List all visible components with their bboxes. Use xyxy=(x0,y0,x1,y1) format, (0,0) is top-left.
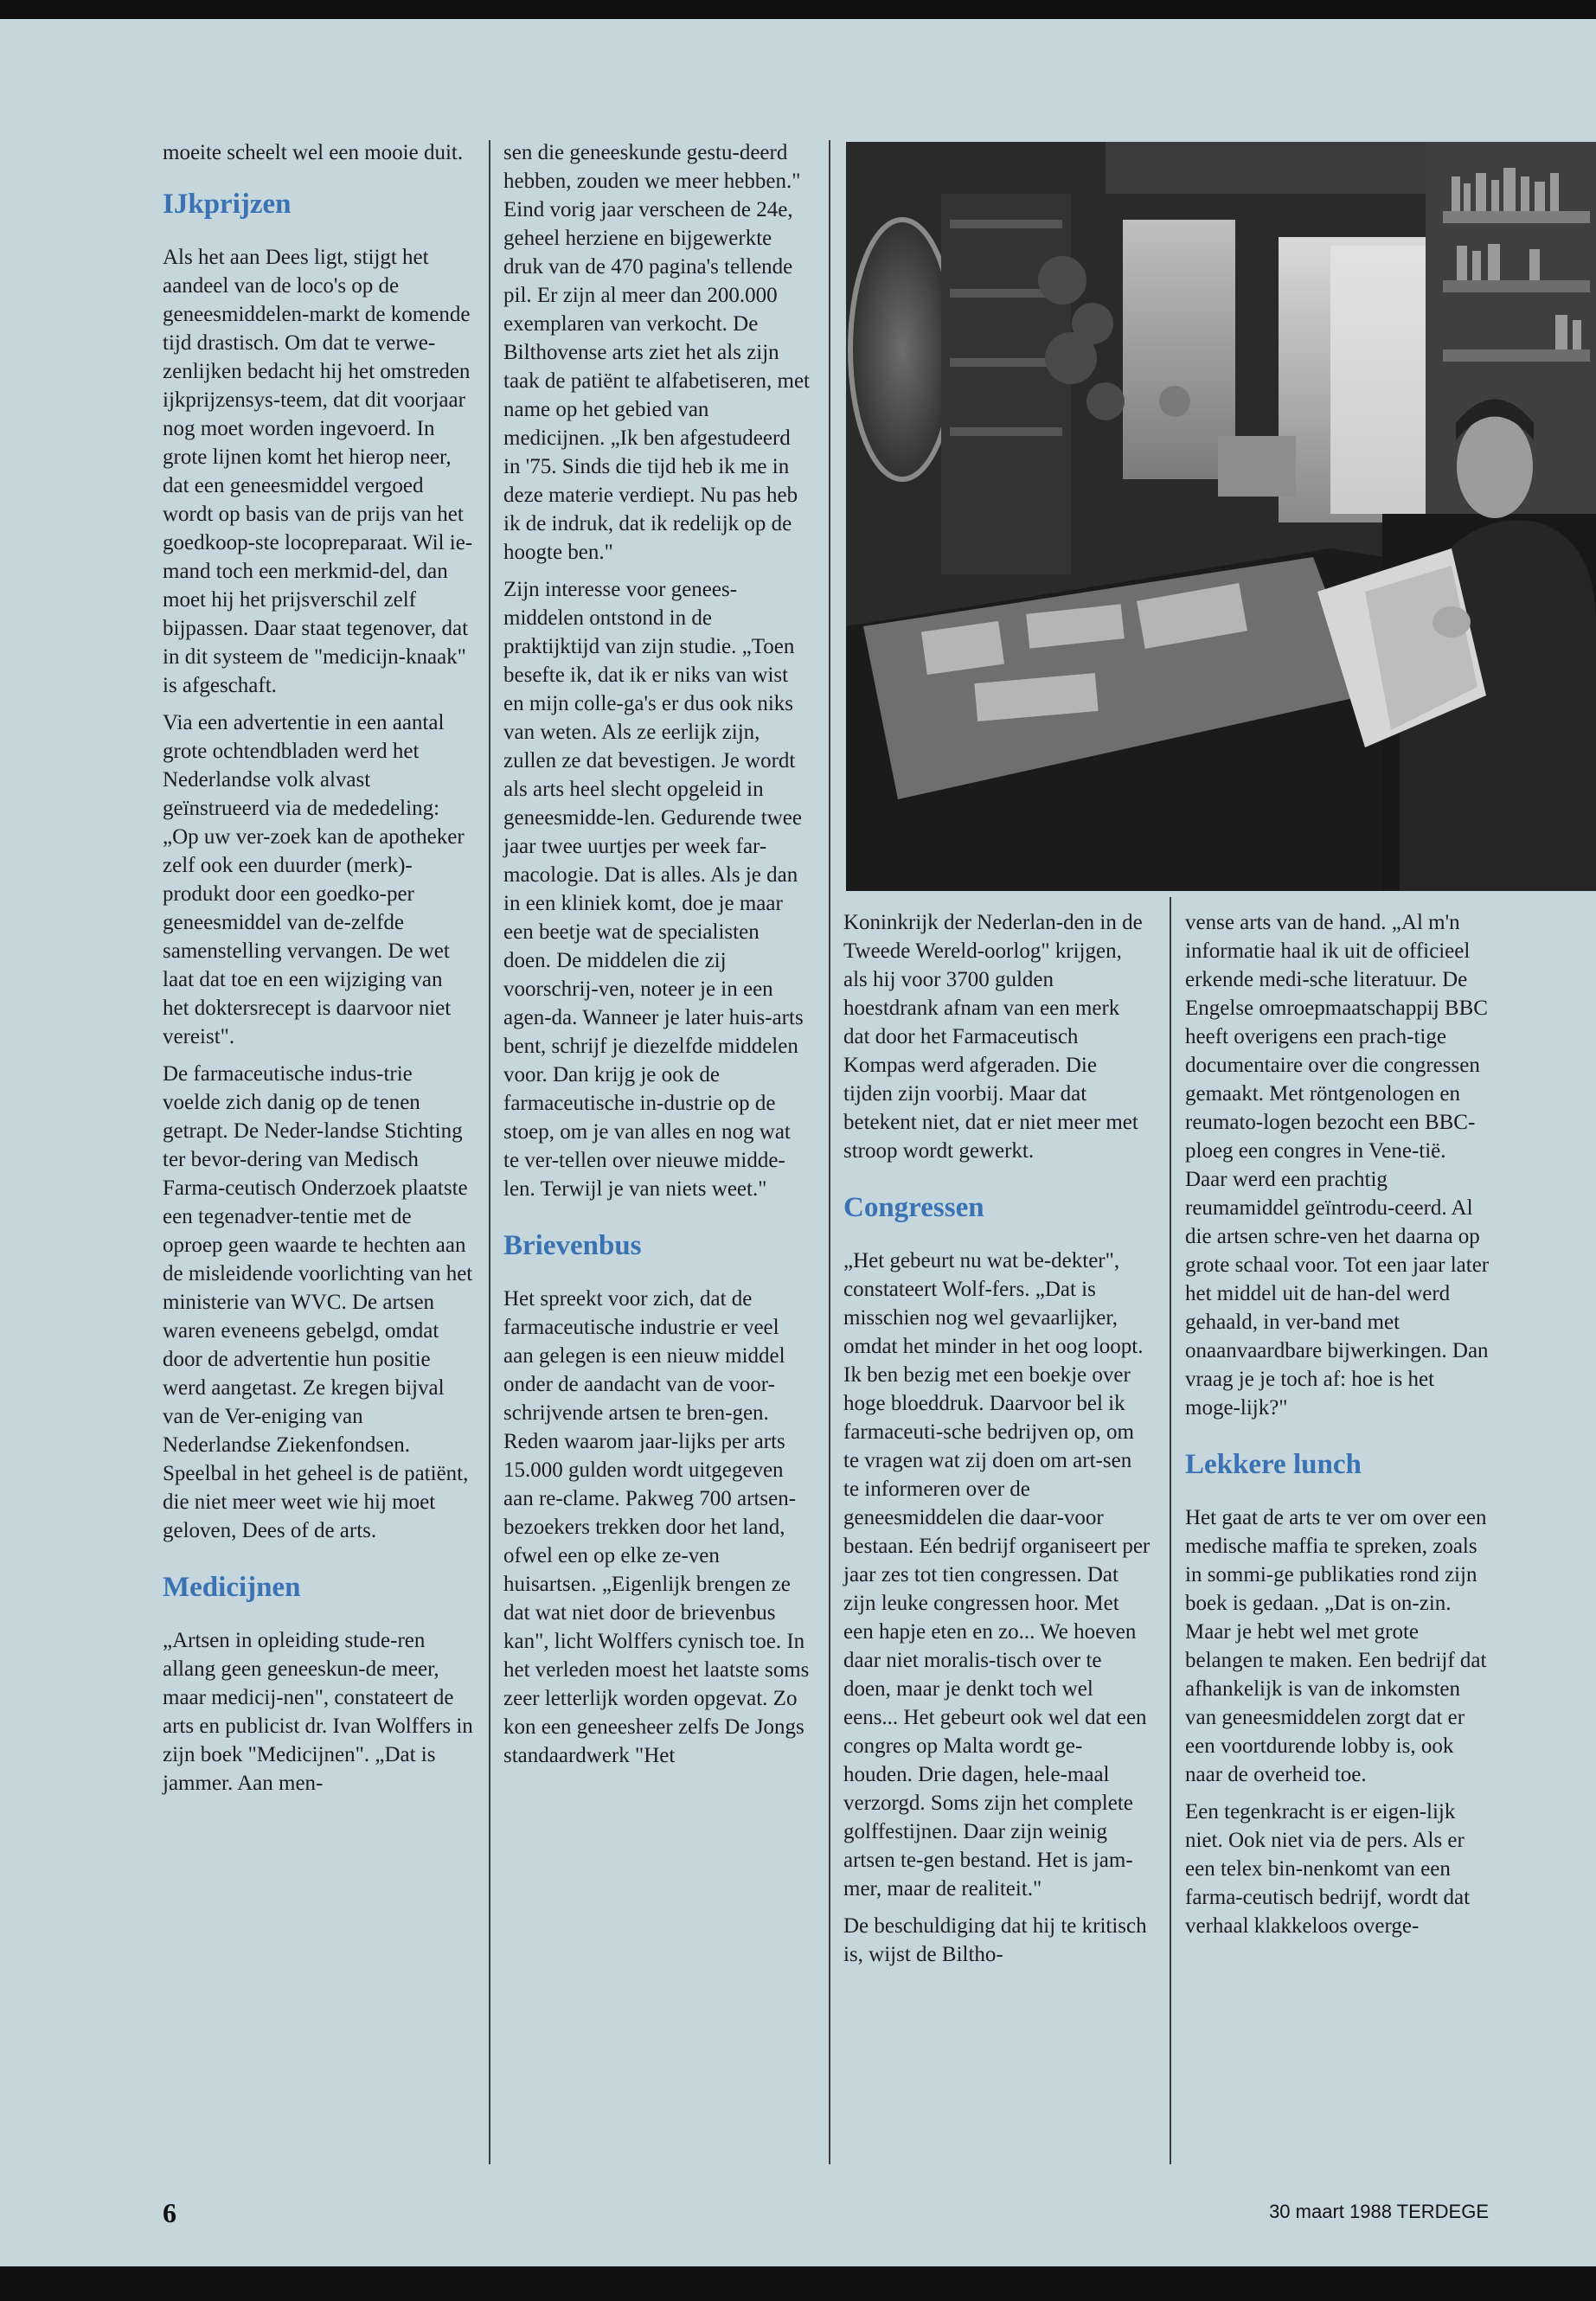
subheading-ijkprijzen: IJkprijzen xyxy=(163,189,292,220)
paragraph: „Artsen in opleiding stude-ren allang geen geneeskun-de meer, maar medicij-nen", constateert de arts en publicist dr. Ivan Wolffers in zijn boek "Medicijnen". „Dat is jammer. Aan men- xyxy=(163,1629,473,1795)
paragraph: Een tegenkracht is er eigen-lijk niet. Ook niet via de pers. Als er een telex bin-nenkomt van een farma-ceutisch bedrijf, wordt dat verhaal klakkeloos overge- xyxy=(1185,1800,1471,1938)
paragraph: De beschuldiging dat hij te kritisch is, wijst de Biltho- xyxy=(843,1914,1147,1966)
subheading-brievenbus: Brievenbus xyxy=(503,1230,642,1261)
paragraph: Eind vorig jaar verscheen de 24e, geheel herziene en bijgewerkte druk van de 470 pagina's tellende pil. Er zijn al meer dan 200.000 exemplaren van verkocht. De Bilthovense arts ziet het als zijn taak de patiënt te alfabetiseren, met name op het gebied van medicijnen. „Ik ben afgestudeerd in '75. Sinds die tijd heb ik me in deze materie verdiept. Nu pas heb ik de indruk, dat ik redelijk op de hoogte ben." xyxy=(503,198,810,564)
paragraph: vense arts van de hand. „Al m'n informatie haal ik uit de officieel erkende medi-sche literatuur. De Engelse omroepmaatschappij BBC heeft overigens een prach-tige documentaire over die congressen gemaakt. Met röntgenologen en reumato-logen bezocht een BBC-ploeg een congres in Vene-tië. Daar werd een prachtig reumamiddel geïntrodu-ceerd. Al die artsen schre-ven het daarna op grote schaal voor. Tot een jaar later het middel uit de han-del werd gehaald, in ver-band met onaanvaardbare bijwerkingen. Dan vraag je je toch af: hoe is het moge-lijk?" xyxy=(1185,911,1490,1420)
column-1 xyxy=(163,138,474,1806)
paragraph: Het gaat de arts te ver om over een medische maffia te spreken, zoals in sommi-ge publikaties rond zijn boek is gedaan. „Dat is on-zin. Maar je hebt wel met grote belangen te maken. Een bedrijf dat afhankelijk is van de inkomsten van geneesmiddelen zorgt dat er een voortdurende lobby is, ook naar de overheid toe. xyxy=(1185,1506,1487,1786)
subheading-medicijnen: Medicijnen xyxy=(163,1572,301,1603)
paragraph: Als het aan Dees ligt, stijgt het aandeel van de loco's op de geneesmiddelen-markt de komende tijd drastisch. Om dat te verwe-zenlijken bedacht hij het omstreden ijkprijzensys-teem, dat dit voorjaar nog moet worden ingevoerd. In grote lijnen komt het hierop neer, dat een geneesmiddel vergoed wordt op basis van de prijs van het goedkoop-ste locopreparaat. Wil ie-mand toch een merkmid-del, dan moet hij het prijsverschil zelf bijpassen. Daar staat tegenover, dat in dit systeem de "medicijn-knaak" is afgeschaft. xyxy=(163,246,473,697)
article-photo xyxy=(846,142,1596,891)
paragraph: Koninkrijk der Nederlan-den in de Tweede Wereld-oorlog" krijgen, als hij voor 3700 gulden hoestdrank afnam van een merk dat door het Farmaceutisch Kompas werd afgeraden. Die tijden zijn voorbij. Maar dat betekent niet, dat er niet meer met stroop wordt gewerkt. xyxy=(843,911,1143,1163)
paragraph: Zijn interesse voor genees-middelen ontstond in de praktijktijd van zijn studie. „Toen besefte ik, dat ik er niks van wist en mijn colle-ga's er dus ook niks van weten. Als ze eerlijk zijn, zullen ze dat bevestigen. Je wordt als arts heel slecht opgeleid in geneesmidde-len. Gedurende twee jaar twee uurtjes per week far-macologie. Dat is alles. Als je dan in een kliniek komt, doe je maar een beetje wat de specialisten doen. De middelen die zij voorschrij-ven, noteer je in een agen-da. Wanneer je later huis-arts bent, schrijf je diezelfde middelen voor. Dan krijg je ook de farmaceutische in-dustrie op de stoep, om je van alles en nog wat te ver-tellen over nieuwe midde-len. Terwijl je van niets weet." xyxy=(503,578,804,1201)
magazine-page xyxy=(0,19,1596,2266)
column-divider xyxy=(829,140,830,2164)
paragraph: sen die geneeskunde gestu-deerd hebben, zouden we meer hebben." xyxy=(503,141,801,193)
column-divider xyxy=(1170,897,1171,2164)
issue-date-footer: 30 maart 1988 TERDEGE xyxy=(1269,2201,1489,2222)
paragraph: „Het gebeurt nu wat be-dekter", constateert Wolf-fers. „Dat is misschien nog wel gevaarlijker, omdat het minder in het oog loopt. Ik ben bezig met een boekje over hoge bloeddruk. Daarvoor bel ik farmaceuti-sche bedrijven op, om te vragen wat zij doen om art-sen te informeren over de geneesmiddelen die daar-voor bestaan. Eén bedrijf organiseert per jaar zes tot tien congressen. Dat zijn leuke congressen hoor. Met een hapje eten en zo... We hoeven daar niet moralis-tisch over te doen, maar je denkt toch wel eens... Het gebeurt ook wel dat een congres op Malta wordt ge-houden. Drie dagen, hele-maal verzorgd. Soms zijn het complete golffestijnen. Daar zijn weinig artsen te-gen bestand. Het is jam-mer, maar de realiteit." xyxy=(843,1249,1151,1900)
subheading-congressen: Congressen xyxy=(843,1192,984,1223)
page-number: 6 xyxy=(163,2197,176,2228)
photo-illustration xyxy=(846,142,1596,891)
column-3 xyxy=(843,908,1151,1977)
paragraph: De farmaceutische indus-trie voelde zich danig op de tenen getrapt. De Neder-landse Stichting ter bevor-dering van Medisch Farma-ceutisch Onderzoek plaatste een tegenadver-tentie met de oproep geen waarde te hechten aan de misleidende voorlichting van het ministerie van WVC. De artsen waren eveneens gebelgd, omdat door de advertentie hun positie werd aangetast. Ze kregen bijval van de Ver-eniging van Nederlandse Ziekenfondsen. Speelbal in het geheel is de patiënt, die niet meer weet wie hij moet geloven, Dees of de arts. xyxy=(163,1062,473,1542)
column-4 xyxy=(1185,908,1492,1949)
paragraph: Via een advertentie in een aantal grote ochtendbladen werd het Nederlandse volk alvast geïnstrueerd via de mededeling: „Op uw ver-zoek kan de apotheker zelf ook een duurder (merk)-produkt door een goedko-per geneesmiddel van de-zelfde samenstelling vervangen. De wet laat dat toe en een wijziging van het doktersrecept is daarvoor niet vereist". xyxy=(163,711,465,1048)
subheading-lekkere-lunch: Lekkere lunch xyxy=(1185,1449,1362,1480)
paragraph: moeite scheelt wel een mooie duit. xyxy=(163,141,464,164)
column-2 xyxy=(503,138,811,1779)
paragraph: Het spreekt voor zich, dat de farmaceutische industrie er veel aan gelegen is een nieuw middel onder de aandacht van de voor-schrijvende artsen te bren-gen. Reden waarom jaar-lijks per arts 15.000 gulden wordt uitgegeven aan re-clame. Pakweg 700 artsen-bezoekers trekken door het land, ofwel een op elke ze-ven huisartsen. „Eigenlijk brengen ze dat wat niet door de brievenbus kan", licht Wolffers cynisch toe. In het verleden moest het laatste soms zeer letterlijk worden opgevat. Zo kon een geneesheer zelfs De Jongs standaardwerk "Het xyxy=(503,1287,810,1767)
column-divider xyxy=(489,140,490,2164)
